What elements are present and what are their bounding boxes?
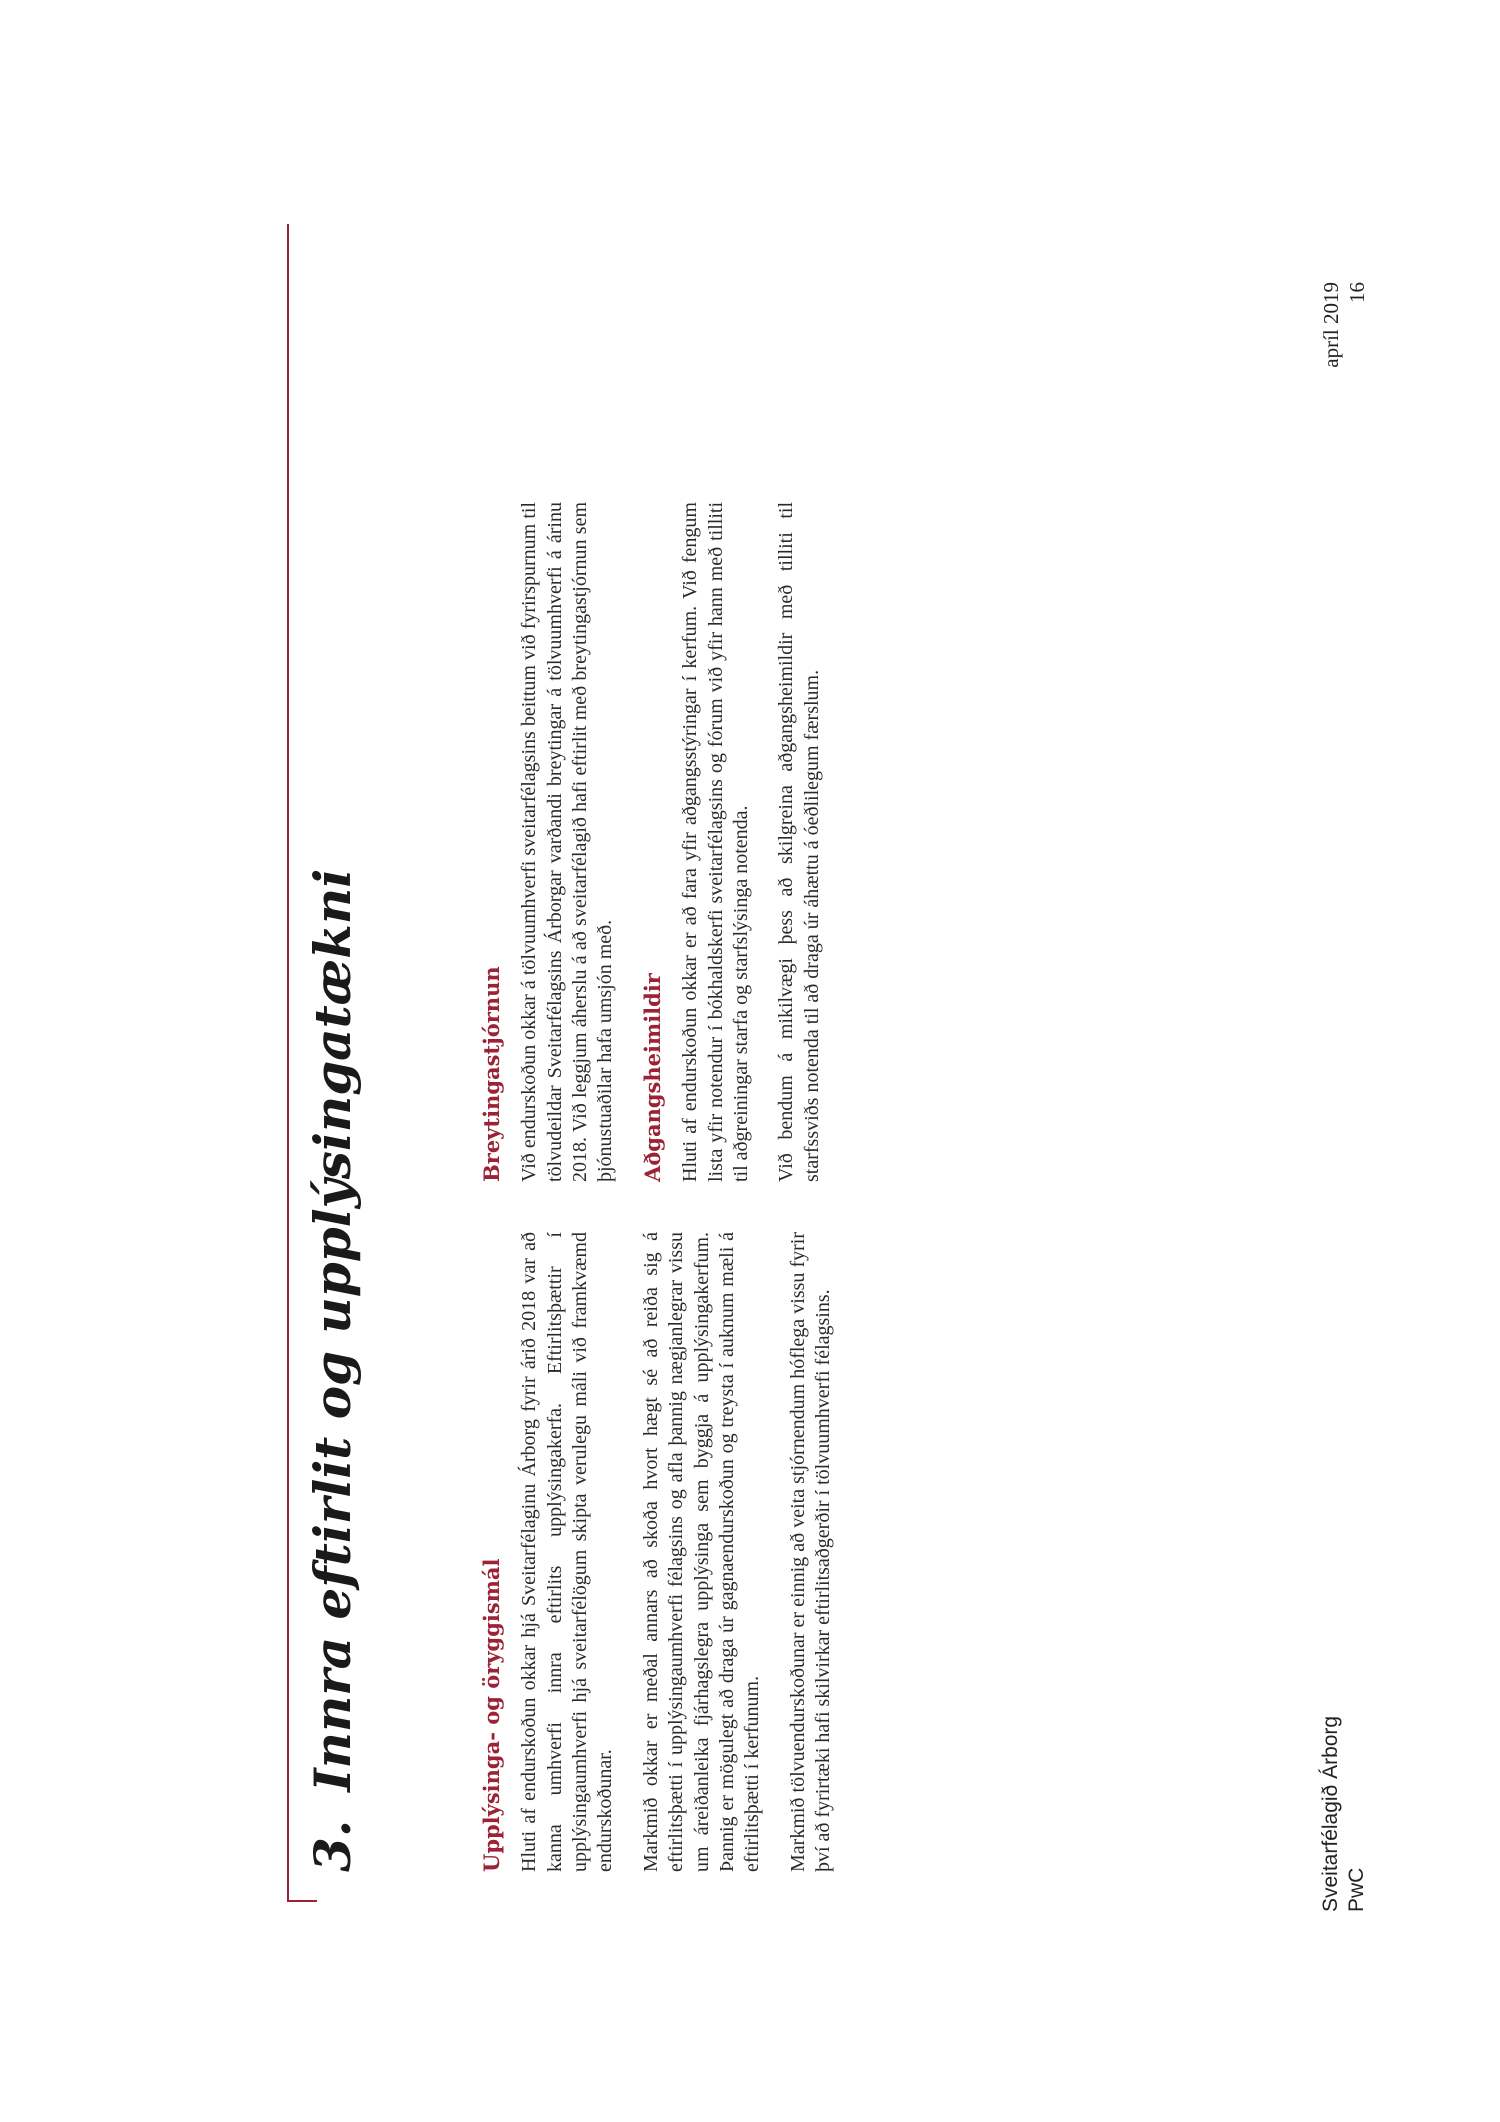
section-heading-security: Upplýsinga- og öryggismál [479, 1558, 504, 1872]
left-column [478, 1232, 857, 1872]
paragraph: Við endurskoðun okkar á tölvuumhverfi sveitarfélagsins beittum við fyrirspurnum til tölvudeildar Sveitarfélagsins Árborgar varðandi breytingar á tölvuumhverfi á árinu 2018. Við leggjum áherslu á að sveitarfélagið hafi eftirlit með breytingastjórnun sem þjónustuaðilar hafa umsjón með. [518, 502, 617, 1182]
footer-left [1318, 1716, 1371, 1912]
footer-firm: PwC [1345, 1867, 1369, 1912]
paragraph: Markmið tölvuendurskoðunar er einnig að veita stjórnendum hóflega vissu fyrir því að fyrirtæki hafi skilvirkar eftirlitsaðgerðir í tölvuumhverfi félagsins. [786, 1232, 835, 1872]
right-column [478, 502, 845, 1182]
paragraph: Hluti af endurskoðun okkar hjá Sveitarfélaginu Árborg fyrir árið 2018 var að kanna umhverfi innra eftirlits upplýsingakerfa. Eftirlitsþættir í upplýsingaumhverfi hjá sveitarfélögum skipta verulegu máli við framkvæmd endurskoðunar. [518, 1232, 617, 1872]
footer-right [1318, 282, 1371, 442]
section-heading-access-rights: Aðgangsheimildir [639, 973, 665, 1182]
paragraph: Við bendum á mikilvægi þess að skilgreina aðgangsheimildir með tilliti til starfssviðs notenda til að draga úr áhættu á óeðlilegum færslum. [775, 502, 823, 1182]
footer-date: apríl 2019 [1319, 282, 1343, 368]
page-title [305, 172, 360, 1872]
footer-organization: Sveitarfélagið Árborg [1319, 1715, 1342, 1912]
paragraph: Markmið okkar er meðal annars að skoða hvort hægt sé að reiða sig á eftirlitsþætti í upplýsingaumhverfi félagsins og afla þannig nægjanlegrar vissu um áreiðanleika fjárhagslegra upplýsinga sem byggja á upplýsingakerfum. Þannig er mögulegt að draga úr gagnaendurskoðun og treysta í auknum mæli á eftirlitsþætti í kerfunum. [639, 1232, 764, 1872]
section-title: Innra eftirlit og upplýsingatækni [303, 868, 362, 1792]
section-number: 3. [303, 1819, 362, 1872]
header-rule [287, 224, 289, 1902]
page-number: 16 [1345, 282, 1370, 303]
section-heading-change-management: Breytingastjórnun [479, 966, 504, 1182]
header-rule-tick [287, 1900, 317, 1902]
paragraph: Hluti af endurskoðun okkar er að fara yfir aðgangsstýringar í kerfum. Við fengum lista yfir notendur í bókhaldskerfi sveitarfélagsins og fórum við yfir hann með tilliti til aðgreiningar starfa og starfslýsinga notenda. [679, 502, 752, 1182]
